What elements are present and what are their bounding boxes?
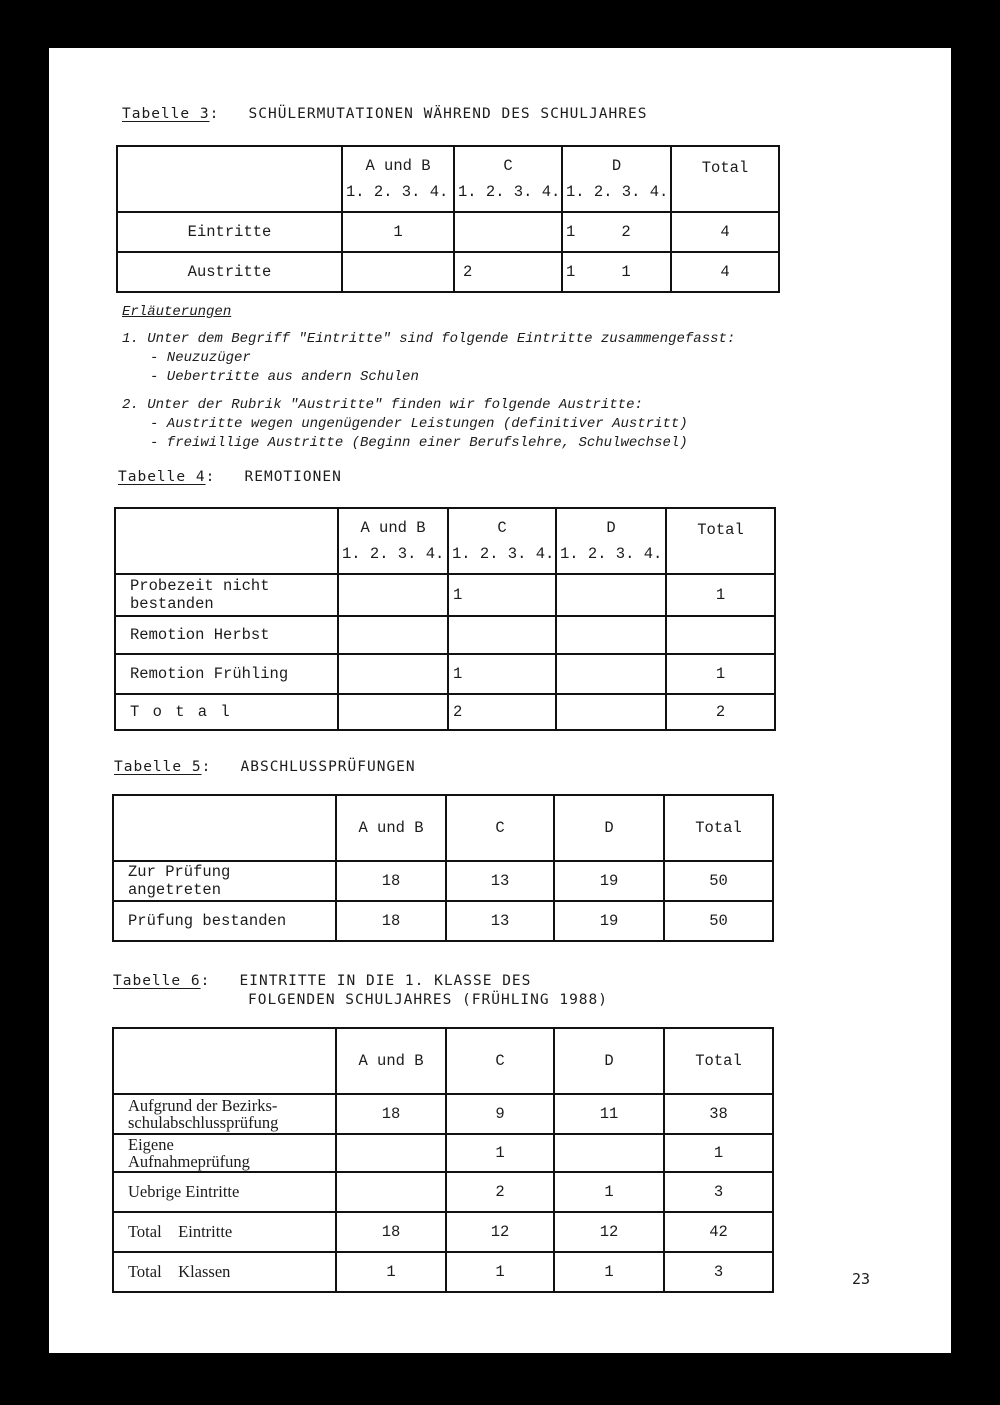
header-cell: D	[554, 795, 664, 861]
explanation-line: - Neuzuzüger	[150, 350, 251, 366]
cell: 1 2	[562, 212, 671, 252]
cell: 42	[664, 1212, 773, 1252]
table-row	[117, 252, 779, 292]
cell	[556, 654, 666, 694]
cell: 3	[664, 1172, 773, 1212]
header-empty-cell	[115, 508, 338, 574]
table-row	[115, 616, 775, 654]
cell: 2	[454, 252, 562, 292]
cell: 12	[554, 1212, 664, 1252]
cell: 18	[336, 1094, 446, 1134]
cell: 1	[554, 1172, 664, 1212]
header-empty-cell	[113, 1028, 336, 1094]
cell	[342, 252, 454, 292]
cell: 1 1	[562, 252, 671, 292]
header-empty-cell	[113, 795, 336, 861]
row-label: Total Eintritte	[113, 1212, 336, 1252]
row-label: Aufgrund der Bezirks-schulabschlussprüfung	[113, 1094, 336, 1134]
cell: 1	[446, 1134, 554, 1172]
table-5	[112, 794, 774, 942]
cell: 50	[664, 901, 773, 941]
cell	[556, 694, 666, 730]
cell: 50	[664, 861, 773, 901]
header-cell: A und B	[336, 795, 446, 861]
cell	[454, 212, 562, 252]
table-3-label: Tabelle 3	[122, 106, 210, 122]
table-6-title-line-1: EINTRITTE IN DIE 1. KLASSE DES	[239, 973, 532, 989]
table-row	[113, 901, 773, 941]
cell	[666, 616, 775, 654]
table-row	[113, 1172, 773, 1212]
header-cell: A und B	[336, 1028, 446, 1094]
header-cell: C	[446, 795, 554, 861]
table-4-title: REMOTIONEN	[244, 469, 342, 485]
row-label: T o t a l	[115, 694, 338, 730]
table-row	[117, 212, 779, 252]
header-cell: D 1. 2. 3. 4.	[562, 146, 671, 212]
header-cell: A und B 1. 2. 3. 4.	[342, 146, 454, 212]
row-label: Eintritte	[117, 212, 342, 252]
cell	[338, 574, 448, 616]
header-cell: A und B 1. 2. 3. 4.	[338, 508, 448, 574]
cell: 4	[671, 212, 779, 252]
header-cell: Total	[664, 795, 773, 861]
cell: 2	[446, 1172, 554, 1212]
table-4-label: Tabelle 4	[118, 469, 206, 485]
header-cell: C	[446, 1028, 554, 1094]
explanations-title: Erläuterungen	[122, 304, 232, 320]
explanation-line: - Uebertritte aus andern Schulen	[150, 369, 419, 385]
row-label: Uebrige Eintritte	[113, 1172, 336, 1212]
cell	[448, 616, 556, 654]
table-row	[115, 574, 775, 616]
header-cell: C 1. 2. 3. 4.	[454, 146, 562, 212]
cell: 1	[664, 1134, 773, 1172]
cell: 13	[446, 861, 554, 901]
row-label: Eigene Aufnahmeprüfung	[113, 1134, 336, 1172]
cell: 1	[448, 574, 556, 616]
table-row	[113, 1134, 773, 1172]
row-label: Prüfung bestanden	[113, 901, 336, 941]
cell: 1	[666, 654, 775, 694]
cell: 4	[671, 252, 779, 292]
cell: 3	[664, 1252, 773, 1292]
row-label: Zur Prüfung angetreten	[113, 861, 336, 901]
table-6-caption: Tabelle 6: EINTRITTE IN DIE 1. KLASSE DES	[113, 973, 532, 989]
table-6-label: Tabelle 6	[113, 973, 201, 989]
header-cell: Total	[666, 508, 775, 574]
table-row	[115, 654, 775, 694]
cell: 38	[664, 1094, 773, 1134]
cell: 1	[446, 1252, 554, 1292]
table-row	[113, 861, 773, 901]
header-cell: Total	[671, 146, 779, 212]
row-label: Probezeit nicht bestanden	[115, 574, 338, 616]
cell: 12	[446, 1212, 554, 1252]
table-3	[116, 145, 780, 293]
cell: 1	[342, 212, 454, 252]
table-3-title: SCHÜLERMUTATIONEN WÄHREND DES SCHULJAHRES	[248, 106, 648, 122]
cell: 1	[448, 654, 556, 694]
table-header-row	[113, 795, 773, 861]
cell: 13	[446, 901, 554, 941]
table-row	[113, 1094, 773, 1134]
cell: 2	[448, 694, 556, 730]
table-4-caption: Tabelle 4: REMOTIONEN	[118, 469, 342, 485]
header-cell: D	[554, 1028, 664, 1094]
cell	[338, 694, 448, 730]
explanation-line: - freiwillige Austritte (Beginn einer Berufslehre, Schulwechsel)	[150, 435, 688, 451]
row-label: Total Klassen	[113, 1252, 336, 1292]
cell	[556, 574, 666, 616]
table-row	[115, 694, 775, 730]
table-row	[113, 1212, 773, 1252]
table-3-caption: Tabelle 3: SCHÜLERMUTATIONEN WÄHREND DES SCHULJAHRES	[122, 106, 648, 122]
cell: 9	[446, 1094, 554, 1134]
cell	[556, 616, 666, 654]
row-label: Austritte	[117, 252, 342, 292]
table-6-title-line-2: FOLGENDEN SCHULJAHRES (FRÜHLING 1988)	[248, 992, 609, 1008]
cell: 18	[336, 901, 446, 941]
cell	[336, 1134, 446, 1172]
explanation-line: 1. Unter dem Begriff "Eintritte" sind folgende Eintritte zusammengefasst:	[122, 331, 736, 347]
cell	[336, 1172, 446, 1212]
cell	[338, 616, 448, 654]
header-cell: D 1. 2. 3. 4.	[556, 508, 666, 574]
page-number: 23	[852, 1270, 871, 1288]
cell: 2	[666, 694, 775, 730]
cell: 11	[554, 1094, 664, 1134]
header-empty-cell	[117, 146, 342, 212]
cell: 18	[336, 861, 446, 901]
cell: 1	[666, 574, 775, 616]
table-header-row	[117, 146, 779, 212]
cell	[338, 654, 448, 694]
table-header-row	[115, 508, 775, 574]
table-6	[112, 1027, 774, 1293]
table-row	[113, 1252, 773, 1292]
explanation-line: - Austritte wegen ungenügender Leistungen (definitiver Austritt)	[150, 416, 688, 432]
explanation-line: 2. Unter der Rubrik "Austritte" finden wir folgende Austritte:	[122, 397, 643, 413]
table-4	[114, 507, 776, 731]
table-5-label: Tabelle 5	[114, 759, 202, 775]
cell: 1	[336, 1252, 446, 1292]
table-5-caption: Tabelle 5: ABSCHLUSSPRÜFUNGEN	[114, 759, 416, 775]
table-header-row	[113, 1028, 773, 1094]
header-cell: C 1. 2. 3. 4.	[448, 508, 556, 574]
cell: 19	[554, 861, 664, 901]
row-label: Remotion Herbst	[115, 616, 338, 654]
cell: 19	[554, 901, 664, 941]
cell: 1	[554, 1252, 664, 1292]
table-5-title: ABSCHLUSSPRÜFUNGEN	[240, 759, 416, 775]
cell: 18	[336, 1212, 446, 1252]
row-label: Remotion Frühling	[115, 654, 338, 694]
header-cell: Total	[664, 1028, 773, 1094]
cell	[554, 1134, 664, 1172]
